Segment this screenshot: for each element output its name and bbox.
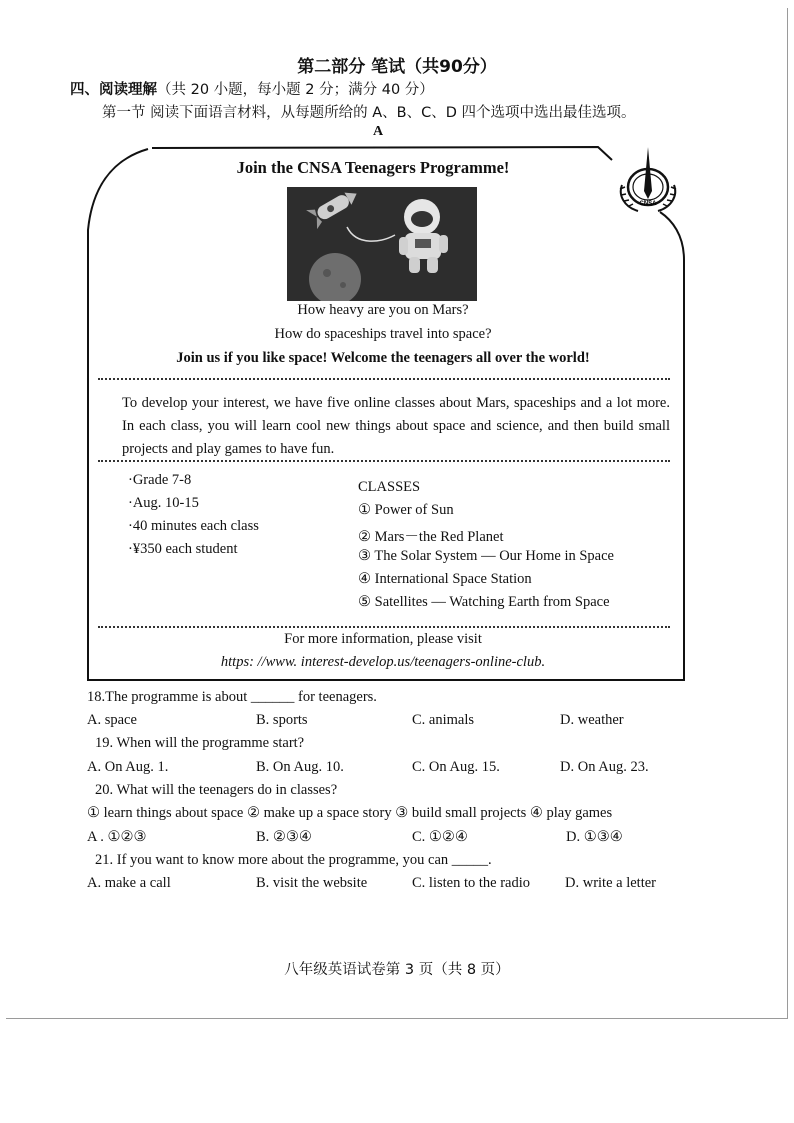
question-21-option-b: B. visit the website bbox=[256, 875, 368, 891]
class-item: ⑤ Satellites — Watching Earth from Space bbox=[358, 594, 610, 610]
section-instruction: 第一节 阅读下面语言材料，从每题所给的 A、B、C、D 四个选项中选出最佳选项。 bbox=[102, 105, 636, 121]
class-item: ③ The Solar System — Our Home in Space bbox=[358, 548, 614, 564]
advert-intro: To develop your interest, we have five online classes about Mars, spaceships and a lot more. In each class, you will learn cool new things about space and science, and then build small projects and play games to have fun. bbox=[122, 395, 670, 457]
question-18-option-d: D. weather bbox=[560, 712, 624, 728]
question-20-choices: ① learn things about space ② make up a space story ③ build small projects ④ play games bbox=[87, 805, 613, 821]
question-18-option-b: B. sports bbox=[256, 712, 308, 728]
question-21-option-a: A. make a call bbox=[87, 875, 171, 891]
advert-question-2: How do spaceships travel into space? bbox=[274, 326, 492, 342]
cnsa-logo bbox=[612, 145, 684, 217]
logo-text: CNSA bbox=[639, 201, 657, 207]
class-item: ② Mars－the Red Planet bbox=[358, 529, 504, 545]
info-duration: ·40 minutes each class bbox=[128, 518, 259, 534]
more-info-text: For more information, please visit bbox=[284, 631, 482, 647]
question-20-stem: 20. What will the teenagers do in classes? bbox=[95, 782, 338, 798]
question-18-option-c: C. animals bbox=[412, 712, 475, 728]
dotted-divider bbox=[98, 460, 670, 462]
dotted-divider bbox=[98, 626, 670, 628]
question-19-option-a: A. On Aug. 1. bbox=[87, 759, 169, 775]
advert-question-1: How heavy are you on Mars? bbox=[297, 302, 469, 318]
question-18-stem: 18.The programme is about ______ for teenagers. bbox=[87, 689, 377, 705]
question-20-option-b: B. ②③④ bbox=[256, 829, 312, 845]
dotted-divider bbox=[98, 378, 670, 380]
advert-title: Join the CNSA Teenagers Programme! bbox=[236, 158, 510, 177]
question-21-stem: 21. If you want to know more about the programme, you can _____. bbox=[95, 852, 492, 868]
class-item: ④ International Space Station bbox=[358, 571, 532, 587]
section-detail: （共 20 小题，每小题 2 分；满分 40 分） bbox=[157, 82, 434, 98]
section-name: 阅读理解 bbox=[99, 82, 157, 98]
page-footer: 八年级英语试卷第 3 页（共 8 页） bbox=[284, 962, 510, 978]
question-18-option-a: A. space bbox=[87, 712, 137, 728]
website-url[interactable]: https: //www. interest-develop.us/teenagers-online-club. bbox=[220, 654, 546, 670]
class-item: ① Power of Sun bbox=[358, 502, 454, 518]
classes-heading: CLASSES bbox=[358, 479, 421, 495]
question-21-option-d: D. write a letter bbox=[565, 875, 656, 891]
question-19-option-b: B. On Aug. 10. bbox=[256, 759, 344, 775]
question-21-option-c: C. listen to the radio bbox=[412, 875, 530, 891]
passage-label: A bbox=[372, 124, 384, 139]
question-20-option-d: D. ①③④ bbox=[566, 829, 623, 845]
info-dates: ·Aug. 10-15 bbox=[128, 495, 199, 511]
question-20-option-a: A . ①②③ bbox=[87, 829, 147, 845]
part-title: 第二部分 笔试（共90分） bbox=[297, 57, 497, 77]
info-grade: ·Grade 7-8 bbox=[128, 472, 192, 488]
astronaut-photo bbox=[287, 187, 477, 301]
question-20-option-c: C. ①②④ bbox=[412, 829, 468, 845]
question-19-stem: 19. When will the programme start? bbox=[95, 735, 305, 751]
question-19-option-c: C. On Aug. 15. bbox=[412, 759, 500, 775]
section-number: 四、 bbox=[70, 82, 99, 98]
info-price: ·¥350 each student bbox=[128, 541, 238, 557]
advert-invitation: Join us if you like space! Welcome the teenagers all over the world! bbox=[176, 350, 590, 366]
question-19-option-d: D. On Aug. 23. bbox=[560, 759, 649, 775]
